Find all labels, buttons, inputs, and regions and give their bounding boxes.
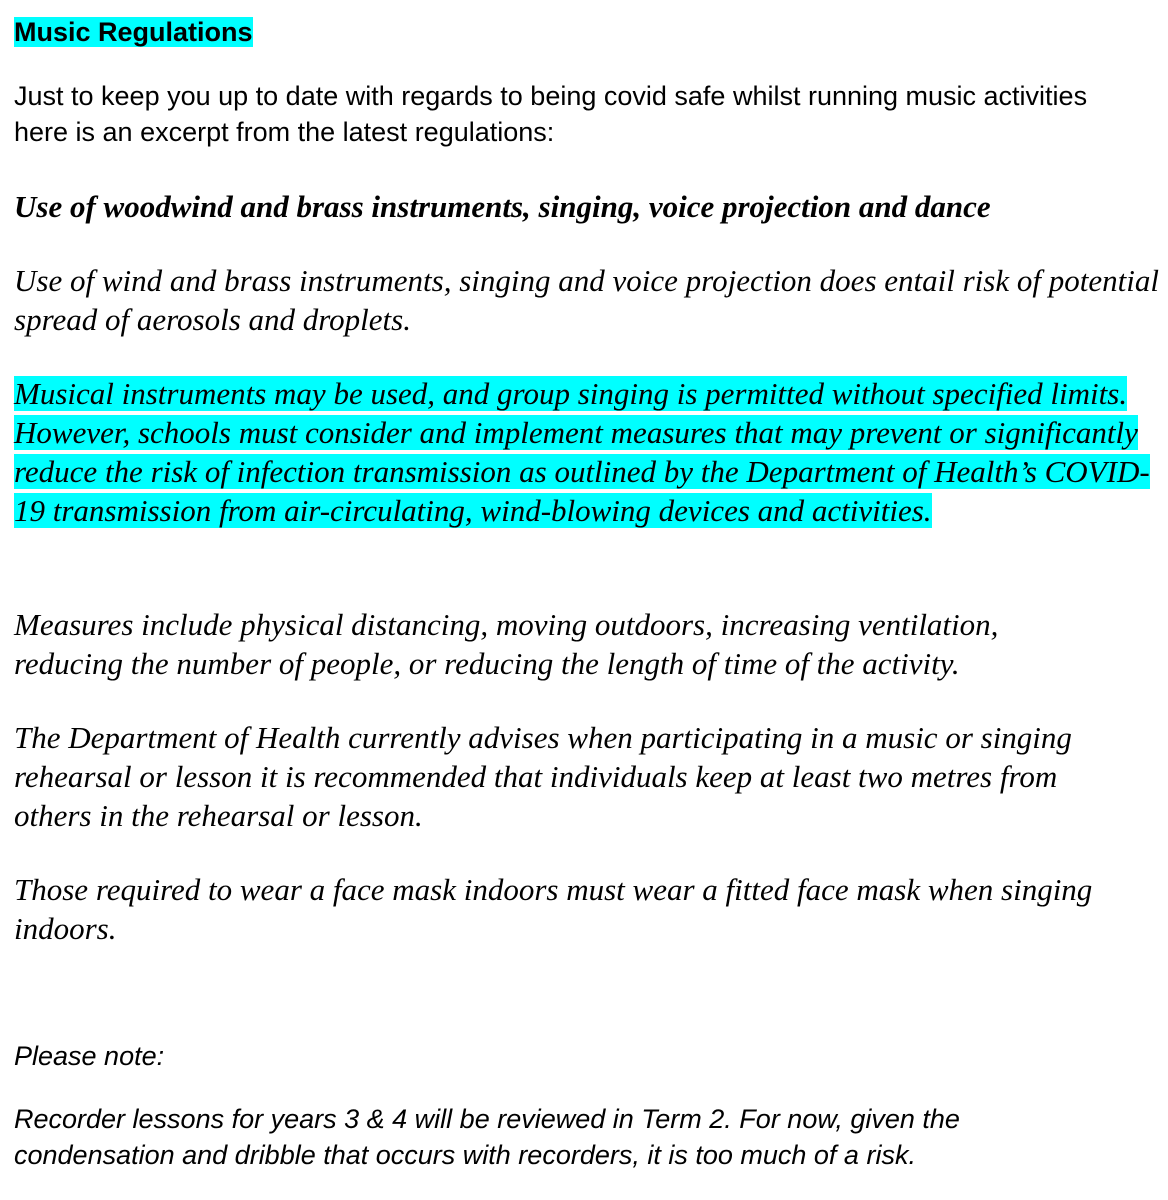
excerpt-paragraph-masks: Those required to wear a face mask indoors must wear a fitted face mask when singing indoors. — [14, 872, 1093, 946]
excerpt-heading: Use of woodwind and brass instruments, singing, voice projection and dance — [14, 189, 991, 224]
intro-paragraph: Just to keep you up to date with regards to being covid safe whilst running music activities here is an excerpt from the latest regulations: — [14, 81, 1088, 147]
excerpt-paragraph-risk: Use of wind and brass instruments, singing and voice projection does entail risk of potential spread of aerosols and droplets. — [14, 263, 1159, 337]
note-label: Please note: — [14, 1041, 165, 1071]
note-text: Recorder lessons for years 3 & 4 will be reviewed in Term 2. For now, given the condensation and dribble that occurs with recorders, it is too much of a risk. — [14, 1104, 960, 1170]
title-highlight: Music Regulations — [14, 17, 253, 47]
excerpt-paragraph-advice: The Department of Health currently advises when participating in a music or singing rehearsal or lesson it is recommended that individuals keep at least two metres from others in the rehearsal or lesson. — [14, 720, 1072, 833]
excerpt-paragraph-measures: Measures include physical distancing, moving outdoors, increasing ventilation, reducing the number of people, or reducing the length of time of the activity. — [14, 607, 999, 681]
page-title — [14, 14, 253, 50]
excerpt-paragraph-permitted — [14, 374, 1164, 530]
highlighted-text: Musical instruments may be used, and group singing is permitted without specified limits. However, schools must consider and implement measures that may prevent or significantly reduce the risk of infection transmission as outlined by the Department of Health’s COVID-19 transmission from air-circulating, wind-blowing devices and activities. — [14, 376, 1150, 528]
